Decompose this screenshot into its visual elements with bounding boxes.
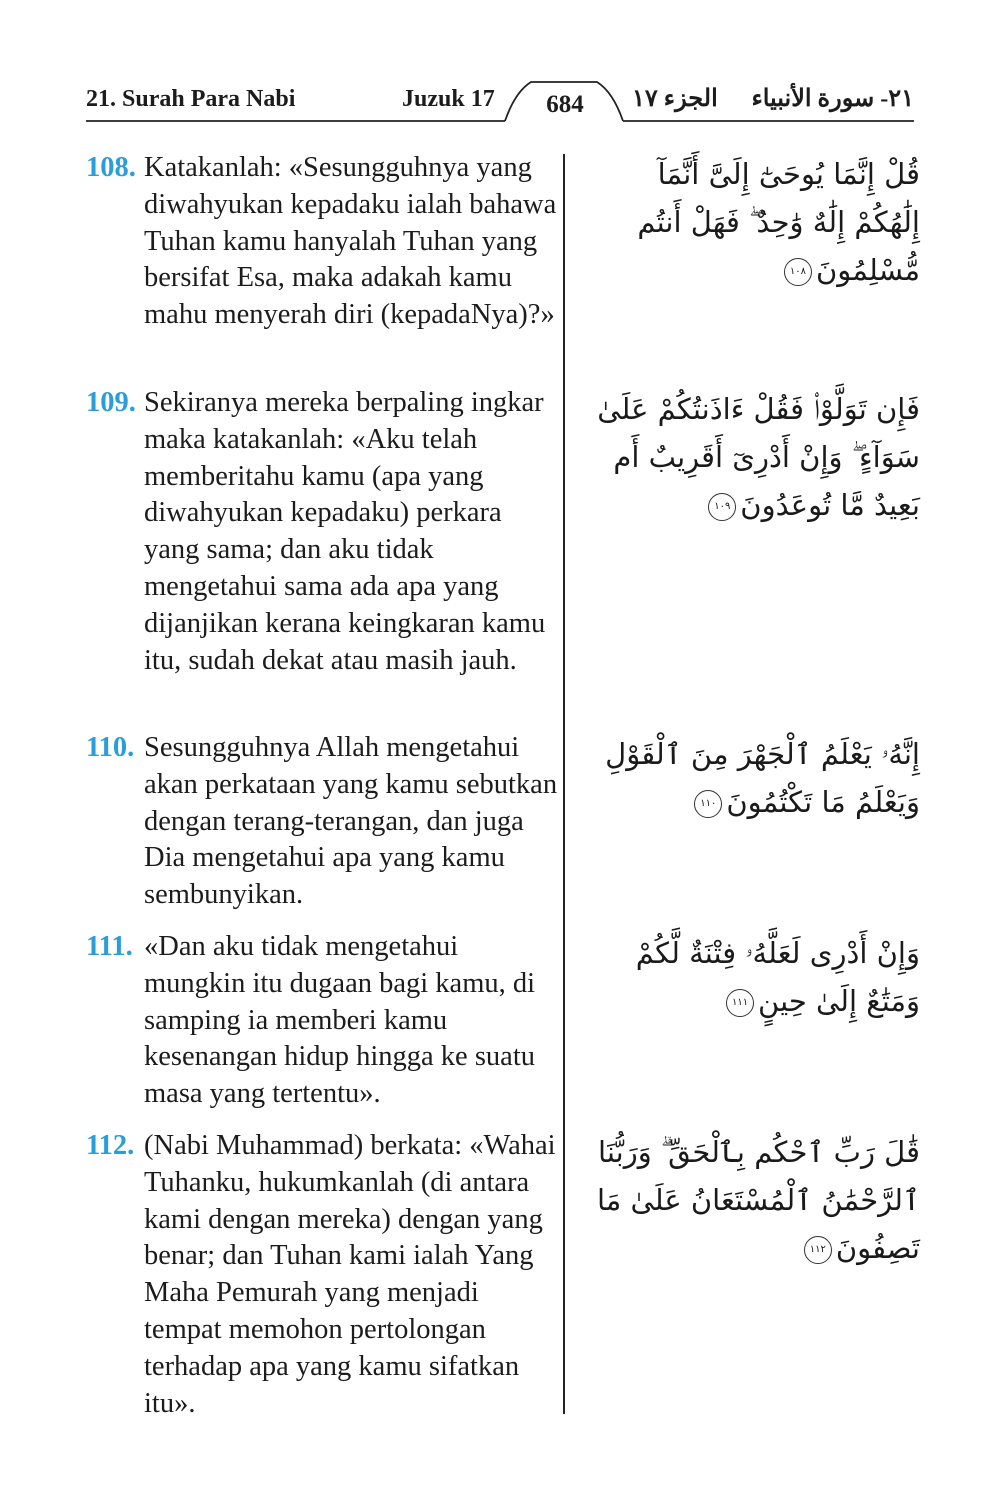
- arabic-text: قَٰلَ رَبِّ ٱحْكُم بِٱلْحَقِّ ۗ وَرَبُّنَا ٱلرَّحْمَٰنُ ٱلْمُسْتَعَانُ عَلَىٰ مَا تَصِفُونَ: [596, 1135, 920, 1265]
- juz-label-latin: Juzuk 17: [402, 86, 495, 112]
- verse-number: 112.: [86, 1130, 135, 1161]
- ayah-end-icon: ١٠٨: [784, 258, 812, 286]
- verse-number: 109.: [86, 387, 136, 418]
- verse-translation: [86, 929, 562, 1113]
- arabic-text: إِنَّهُۥ يَعْلَمُ ٱلْجَهْرَ مِنَ ٱلْقَوْلِ وَيَعْلَمُ مَا تَكْتُمُونَ: [605, 737, 920, 819]
- juz-label-arabic: الجزء ١٧: [632, 86, 718, 112]
- verse-number: 111.: [86, 931, 133, 962]
- verse-translation: [86, 1128, 562, 1422]
- verse-arabic: [590, 929, 920, 1025]
- verse-text: «Dan aku tidak mengetahui mungkin itu dugaan bagi kamu, di samping ia memberi kamu kesenangan hidup hingga ke suatu masa yang tertentu».: [144, 931, 536, 1110]
- column-divider: [563, 154, 565, 1414]
- verse-text: Sekiranya mereka berpaling ingkar maka katakanlah: «Aku telah memberitahu kamu (apa yang diwahyukan kepadaku) perkara yang sama; dan aku tidak mengetahui sama ada apa yang dijanjikan kerana keingkaran kamu itu, sudah dekat atau masih jauh.: [144, 387, 546, 676]
- verse-translation: [86, 385, 562, 679]
- verse-number: 110.: [86, 732, 135, 763]
- verse-arabic: [590, 150, 920, 294]
- ayah-end-icon: ١١٢: [804, 1236, 832, 1264]
- verse-text: Sesungguhnya Allah mengetahui akan perkataan yang kamu sebutkan dengan terang-terangan, dan juga Dia mengetahui apa yang kamu sembunyikan.: [144, 732, 558, 911]
- arabic-text: وَإِنْ أَدْرِى لَعَلَّهُۥ فِتْنَةٌ لَّكُمْ وَمَتَٰعٌ إِلَىٰ حِينٍ: [635, 936, 920, 1018]
- ayah-end-icon: ١١١: [726, 989, 754, 1017]
- ayah-end-icon: ١١٠: [694, 790, 722, 818]
- verse-text: (Nabi Muhammad) berkata: «Wahai Tuhanku, hukumkanlah (di antara kami dengan mereka) dengan yang benar; dan Tuhan kami ialah Yang Maha Pemurah yang menjadi tempat memohon pertolongan terhadap apa yang kamu sifatkan itu».: [144, 1130, 556, 1419]
- verse-number: 108.: [86, 152, 136, 183]
- arabic-text: قُلْ إِنَّمَا يُوحَىٰٓ إِلَىَّ أَنَّمَآ إِلَٰهُكُمْ إِلَٰهٌ وَٰحِدٌ ۖ فَهَلْ أَنتُم مُّسْلِمُونَ: [637, 157, 920, 287]
- verse-arabic: [590, 730, 920, 826]
- page-header: [0, 0, 1000, 130]
- verse-translation: [86, 150, 562, 334]
- verse-arabic: [590, 1128, 920, 1272]
- verse-arabic: [590, 385, 920, 529]
- verse-text: Katakanlah: «Sesungguhnya yang diwahyukan kepadaku ialah bahawa Tuhan kamu hanyalah Tuhan yang bersifat Esa, maka adakah kamu mahu menyerah diri (kepadaNya)?»: [144, 152, 557, 331]
- surah-title-arabic: ٢١- سورة الأنبياء: [751, 86, 914, 112]
- page-number: 684: [546, 91, 584, 118]
- ayah-end-icon: ١٠٩: [708, 493, 736, 521]
- arabic-text: فَإِن تَوَلَّوْا۟ فَقُلْ ءَاذَنتُكُمْ عَلَىٰ سَوَآءٍ ۖ وَإِنْ أَدْرِىٓ أَقَرِيبٌ أَم بَعِيدٌ مَّا تُوعَدُونَ: [597, 392, 920, 522]
- verse-translation: [86, 730, 562, 914]
- surah-title-latin: 21. Surah Para Nabi: [86, 86, 296, 112]
